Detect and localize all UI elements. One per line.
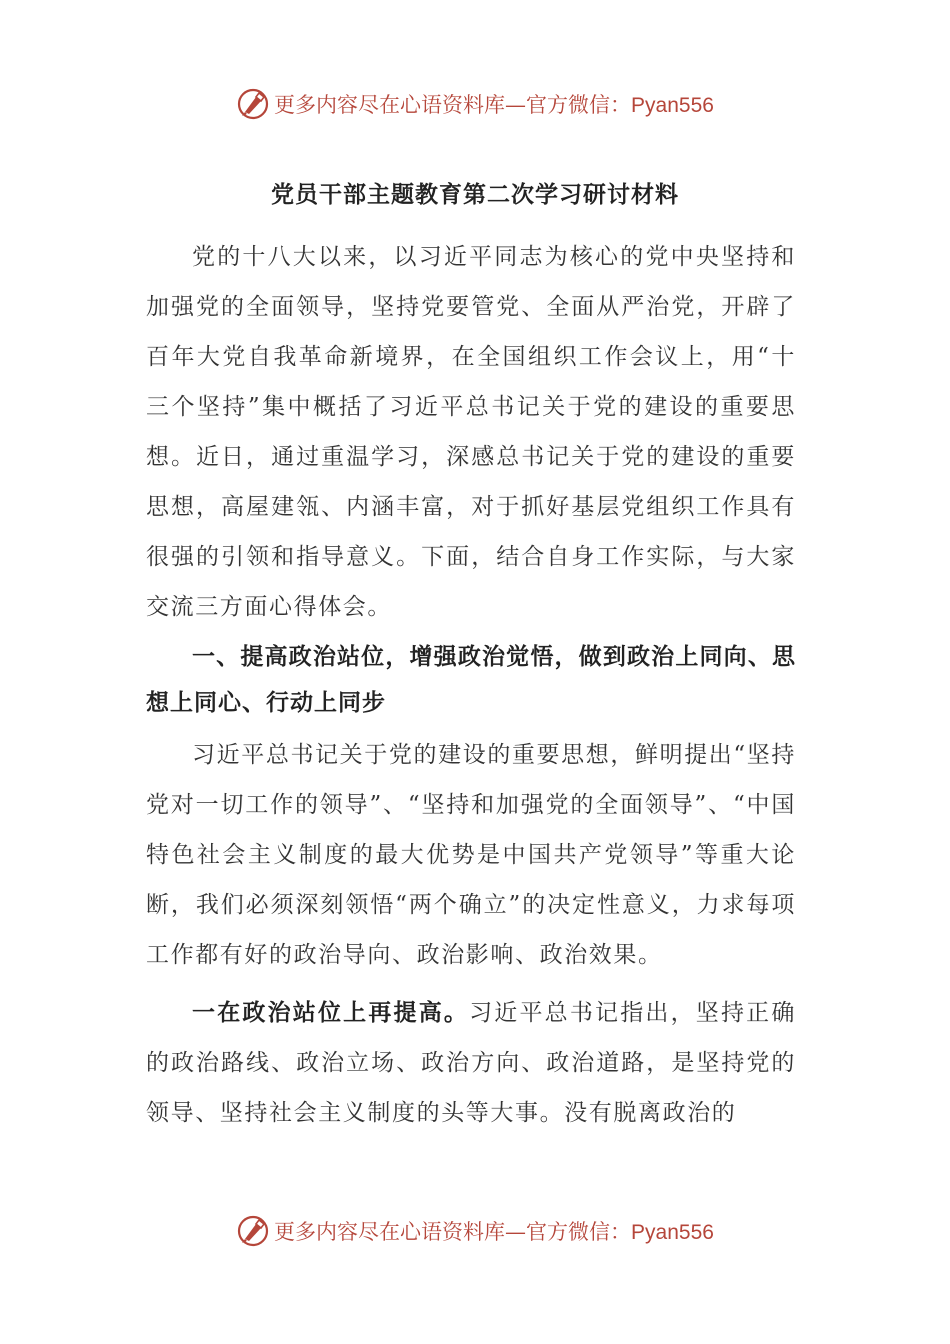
banner-slogan: 更多内容尽在心语资料库—官方微信： [274, 93, 632, 117]
banner-wechat-id: Pyan556 [631, 1221, 714, 1244]
banner-text [274, 89, 714, 119]
document-title: 党员干部主题教育第二次学习研讨材料 [271, 182, 679, 208]
section1-heading: 一、提高政治站位，增强政治觉悟，做到政治上同向、思想上同心、行动上同步 [146, 644, 796, 716]
banner-slogan: 更多内容尽在心语资料库—官方微信： [274, 1220, 632, 1244]
document-body [146, 232, 796, 1138]
pen-nib-logo-icon [236, 87, 270, 121]
section1-paragraph-1: 习近平总书记关于党的建设的重要思想，鲜明提出“坚持党对一切工作的领导”、“坚持和加强党的全面领导”、“中国特色社会主义制度的最大优势是中国共产党领导”等重大论断，我们必须深刻领悟“两个确立”的决定性意义，力求每项工作都有好的政治导向、政治影响、政治效果。 [146, 742, 796, 968]
paragraph-lead-sentence: 一在政治站位上再提高。 [192, 1000, 470, 1026]
paragraph-body-text: 习近平总书记指出，坚持正确的政治路线、政治立场、政治方向、政治道路，是坚持党的领导、坚持社会主义制度的头等大事。没有脱离政治的 [146, 1000, 796, 1126]
pen-nib-logo-icon [236, 1214, 270, 1248]
footer-watermark-banner [0, 1211, 950, 1251]
section1-paragraph-2 [146, 988, 796, 1138]
header-watermark-banner [0, 84, 950, 124]
intro-paragraph: 党的十八大以来，以习近平同志为核心的党中央坚持和加强党的全面领导，坚持党要管党、全面从严治党，开辟了百年大党自我革命新境界，在全国组织工作会议上，用“十三个坚持”集中概括了习近平总书记关于党的建设的重要思想。近日，通过重温学习，深感总书记关于党的建设的重要思想，高屋建瓴、内涵丰富，对于抓好基层党组织工作具有很强的引领和指导意义。下面，结合自身工作实际，与大家交流三方面心得体会。 [146, 244, 796, 620]
banner-text [274, 1216, 714, 1246]
banner-wechat-id: Pyan556 [631, 94, 714, 117]
